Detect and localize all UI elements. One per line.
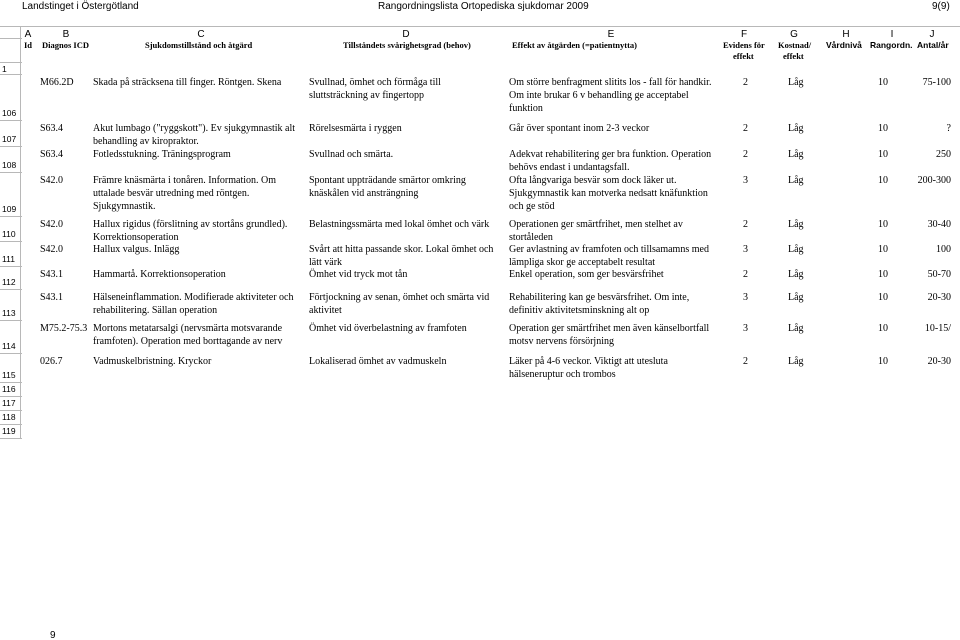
evidence-value: 2	[743, 269, 748, 280]
severity-text: lätt värk	[309, 257, 343, 268]
count-value: 10-15/	[924, 323, 951, 334]
severity-text: knäskålen vid ansträngning	[309, 188, 419, 199]
grid-line	[0, 38, 22, 39]
row-number: 114	[2, 341, 16, 351]
count-value: 100	[936, 244, 951, 255]
condition-text: Fotledsstukning. Träningsprogram	[93, 149, 231, 160]
effect-text: definitiv aktivitetsminskning alt op	[509, 305, 650, 316]
severity-text: aktivitet	[309, 305, 342, 316]
effect-text: Operation ger smärtfrihet men även känselbortfall	[509, 323, 710, 334]
cost-value: Låg	[788, 175, 804, 186]
grid-line	[0, 146, 22, 147]
effect-text: hälseneruptur och trombos	[509, 369, 616, 380]
col-letter-i: I	[890, 29, 894, 40]
effect-text: Ger avlastning av framfoten och tillsamamns med	[509, 244, 709, 255]
col-letter-f: F	[740, 29, 748, 40]
diagnosis-code: S42.0	[40, 244, 64, 255]
count-value: 200-300	[917, 175, 951, 186]
grid-line	[0, 438, 22, 439]
row-header-divider	[20, 26, 21, 438]
severity-text: Ömhet vid överbelastning av framfoten	[309, 323, 467, 334]
condition-text: Korrektionsoperation	[93, 232, 179, 243]
row-number: 112	[2, 277, 16, 287]
row-number: 113	[2, 308, 16, 318]
condition-text: rehabilitering. Sällan operation	[93, 305, 218, 316]
evidence-value: 2	[743, 149, 748, 160]
severity-text: Lokaliserad ömhet av vadmuskeln	[309, 356, 447, 367]
evidence-value: 2	[743, 356, 748, 367]
row-number: 110	[2, 229, 16, 239]
count-value: 20-30	[927, 292, 951, 303]
rank-value: 10	[878, 356, 888, 367]
grid-line	[0, 62, 22, 63]
condition-text: Vadmuskelbristning. Kryckor	[93, 356, 212, 367]
header-left: Landstinget i Östergötland	[22, 1, 139, 12]
effect-text: Om inte brukar 6 v behandling ge acceptabel	[509, 90, 689, 101]
grid-line	[0, 320, 22, 321]
effect-text: Rehabilitering kan ge besvärsfrihet. Om inte,	[509, 292, 690, 303]
grid-line	[0, 382, 22, 383]
condition-text: Hälseneinflammation. Modifierade aktiviteter och	[93, 292, 294, 303]
rank-value: 10	[878, 219, 888, 230]
col-title-antal: Antal/år	[917, 40, 949, 50]
effect-text: funktion	[509, 103, 543, 114]
rank-value: 10	[878, 77, 888, 88]
effect-text: behövs endast i undantagsfall.	[509, 162, 630, 173]
grid-line	[0, 289, 22, 290]
evidence-value: 3	[743, 323, 748, 334]
diagnosis-code: S63.4	[40, 149, 64, 160]
cost-value: Låg	[788, 149, 804, 160]
diagnosis-code: S42.0	[40, 219, 64, 230]
condition-text: behandling av kiropraktor.	[93, 136, 199, 147]
evidence-value: 2	[743, 77, 748, 88]
grid-line	[0, 74, 22, 75]
page-number: 9	[50, 630, 56, 640]
effect-text: Operationen ger smärtfrihet, men stelhet av	[509, 219, 683, 230]
grid-line	[0, 172, 22, 173]
diagnosis-code: S43.1	[40, 292, 64, 303]
col-title-kostnad-2: effekt	[783, 51, 804, 61]
col-letter-a: A	[24, 29, 32, 40]
effect-text: Om större benfragment slitits los - fall för handkir.	[509, 77, 712, 88]
effect-text: och ge stöd	[509, 201, 555, 212]
effect-text: stortåleden	[509, 232, 553, 243]
severity-text: Ömhet vid tryck mot tån	[309, 269, 408, 280]
grid-line	[0, 410, 22, 411]
diagnosis-code: S42.0	[40, 175, 64, 186]
condition-text: Hallux rigidus (förslitning av stortåns grundled).	[93, 219, 288, 230]
diagnosis-code: S63.4	[40, 123, 64, 134]
cost-value: Låg	[788, 244, 804, 255]
col-letter-b: B	[62, 29, 70, 40]
col-title-rangordn: Rangordn.	[870, 40, 913, 50]
condition-text: Hammartå. Korrektionsoperation	[93, 269, 226, 280]
cost-value: Låg	[788, 123, 804, 134]
effect-text: Enkel operation, som ger besvärsfrihet	[509, 269, 664, 280]
header-right: 9(9)	[932, 1, 950, 12]
grid-line	[0, 353, 22, 354]
col-title-effekt: Effekt av åtgärden (=patientnytta)	[512, 40, 638, 50]
row-number: 108	[2, 160, 17, 170]
col-letter-c: C	[197, 29, 205, 40]
col-letter-d: D	[402, 29, 410, 40]
effect-text: Adekvat rehabilitering ger bra funktion. Operation	[509, 149, 712, 160]
severity-text: Svullnad, ömhet och förmåga till	[309, 77, 441, 88]
severity-text: Svullnad och smärta.	[309, 149, 394, 160]
cost-value: Låg	[788, 269, 804, 280]
row-number: 115	[2, 370, 16, 380]
cost-value: Låg	[788, 219, 804, 230]
evidence-value: 2	[743, 219, 748, 230]
row-number: 107	[2, 134, 17, 144]
evidence-value: 2	[743, 123, 748, 134]
severity-text: Svårt att hitta passande skor. Lokal ömhet och	[309, 244, 494, 255]
grid-line	[0, 241, 22, 242]
row-number: 106	[2, 108, 17, 118]
severity-text: Förtjockning av senan, ömhet och smärta vid	[309, 292, 490, 303]
count-value: 30-40	[927, 219, 951, 230]
cost-value: Låg	[788, 323, 804, 334]
rank-value: 10	[878, 175, 888, 186]
grid-line	[0, 26, 960, 27]
row-number: 117	[2, 398, 16, 408]
count-value: 75-100	[922, 77, 951, 88]
header-center: Rangordningslista Ortopediska sjukdomar 2009	[378, 1, 589, 12]
diagnosis-code: S43.1	[40, 269, 64, 280]
col-title-vardniva: Vårdnivå	[826, 40, 862, 50]
condition-text: Hallux valgus. Inlägg	[93, 244, 180, 255]
col-title-diagnos: Diagnos ICD	[42, 40, 89, 50]
grid-line	[0, 120, 22, 121]
rank-value: 10	[878, 292, 888, 303]
severity-text: Spontant uppträdande smärtor omkring	[309, 175, 466, 186]
rank-value: 10	[878, 149, 888, 160]
page-header	[0, 0, 960, 16]
effect-text: lämpliga skor ge acceptabelt resultat	[509, 257, 656, 268]
condition-text: uttalade besvär utredning med röntgen.	[93, 188, 250, 199]
row-number: 119	[2, 426, 16, 436]
row-number: 116	[2, 384, 16, 394]
effect-text: Sjukgymnastik kan motverka nedsatt knäfunktion	[509, 188, 708, 199]
condition-text: Akut lumbago ("ryggskott"). Ev sjukgymnastik alt	[93, 123, 296, 134]
rank-value: 10	[878, 244, 888, 255]
col-letter-g: G	[790, 29, 798, 40]
count-value: 20-30	[927, 356, 951, 367]
effect-text: Går över spontant inom 2-3 veckor	[509, 123, 650, 134]
col-title-id: Id	[24, 40, 33, 50]
row-number-header: 1	[2, 64, 7, 74]
grid-line	[0, 216, 22, 217]
condition-text: Mortons metatarsalgi (nervsmärta motsvarande	[93, 323, 283, 334]
col-letter-h: H	[842, 29, 850, 40]
severity-text: sluttsträckning av fingertopp	[309, 90, 424, 101]
cost-value: Låg	[788, 356, 804, 367]
cost-value: Låg	[788, 77, 804, 88]
col-title-svarighet: Tillståndets svårighetsgrad (behov)	[343, 40, 471, 50]
evidence-value: 3	[743, 292, 748, 303]
severity-text: Belastningssmärta med lokal ömhet och värk	[309, 219, 490, 230]
row-number: 109	[2, 204, 17, 214]
row-number: 118	[2, 412, 16, 422]
diagnosis-code: M75.2-75.3	[40, 323, 88, 334]
col-title-evidens-2: effekt	[733, 51, 754, 61]
diagnosis-code: 026.7	[40, 356, 63, 367]
spreadsheet	[0, 26, 960, 446]
grid-line	[0, 424, 22, 425]
col-title-tillstand: Sjukdomstillstånd och åtgärd	[145, 40, 253, 50]
condition-text: Sjukgymnastik.	[93, 201, 156, 212]
count-value: ?	[946, 123, 951, 134]
grid-line	[0, 266, 22, 267]
col-letter-e: E	[607, 29, 615, 40]
rank-value: 10	[878, 123, 888, 134]
rank-value: 10	[878, 269, 888, 280]
count-value: 250	[936, 149, 951, 160]
effect-text: motsv nervens försörjning	[509, 336, 614, 347]
cost-value: Låg	[788, 292, 804, 303]
rank-value: 10	[878, 323, 888, 334]
condition-text: Skada på sträcksena till finger. Röntgen. Skena	[93, 77, 282, 88]
col-letter-j: J	[929, 29, 935, 40]
col-title-evidens: Evidens för	[723, 40, 765, 50]
diagnosis-code: M66.2D	[40, 77, 74, 88]
grid-line	[0, 396, 22, 397]
evidence-value: 3	[743, 175, 748, 186]
count-value: 50-70	[927, 269, 951, 280]
evidence-value: 3	[743, 244, 748, 255]
col-title-kostnad: Kostnad/	[778, 40, 812, 50]
condition-text: framfoten). Operation med borttagande av nerv	[93, 336, 283, 347]
effect-text: Ofta långvariga besvär som dock läker ut.	[509, 175, 677, 186]
condition-text: Främre knäsmärta i tonåren. Information. Om	[93, 175, 276, 186]
row-number: 111	[2, 254, 15, 264]
severity-text: Rörelsesmärta i ryggen	[309, 123, 402, 134]
effect-text: Läker på 4-6 veckor. Viktigt att utesluta	[509, 356, 668, 367]
